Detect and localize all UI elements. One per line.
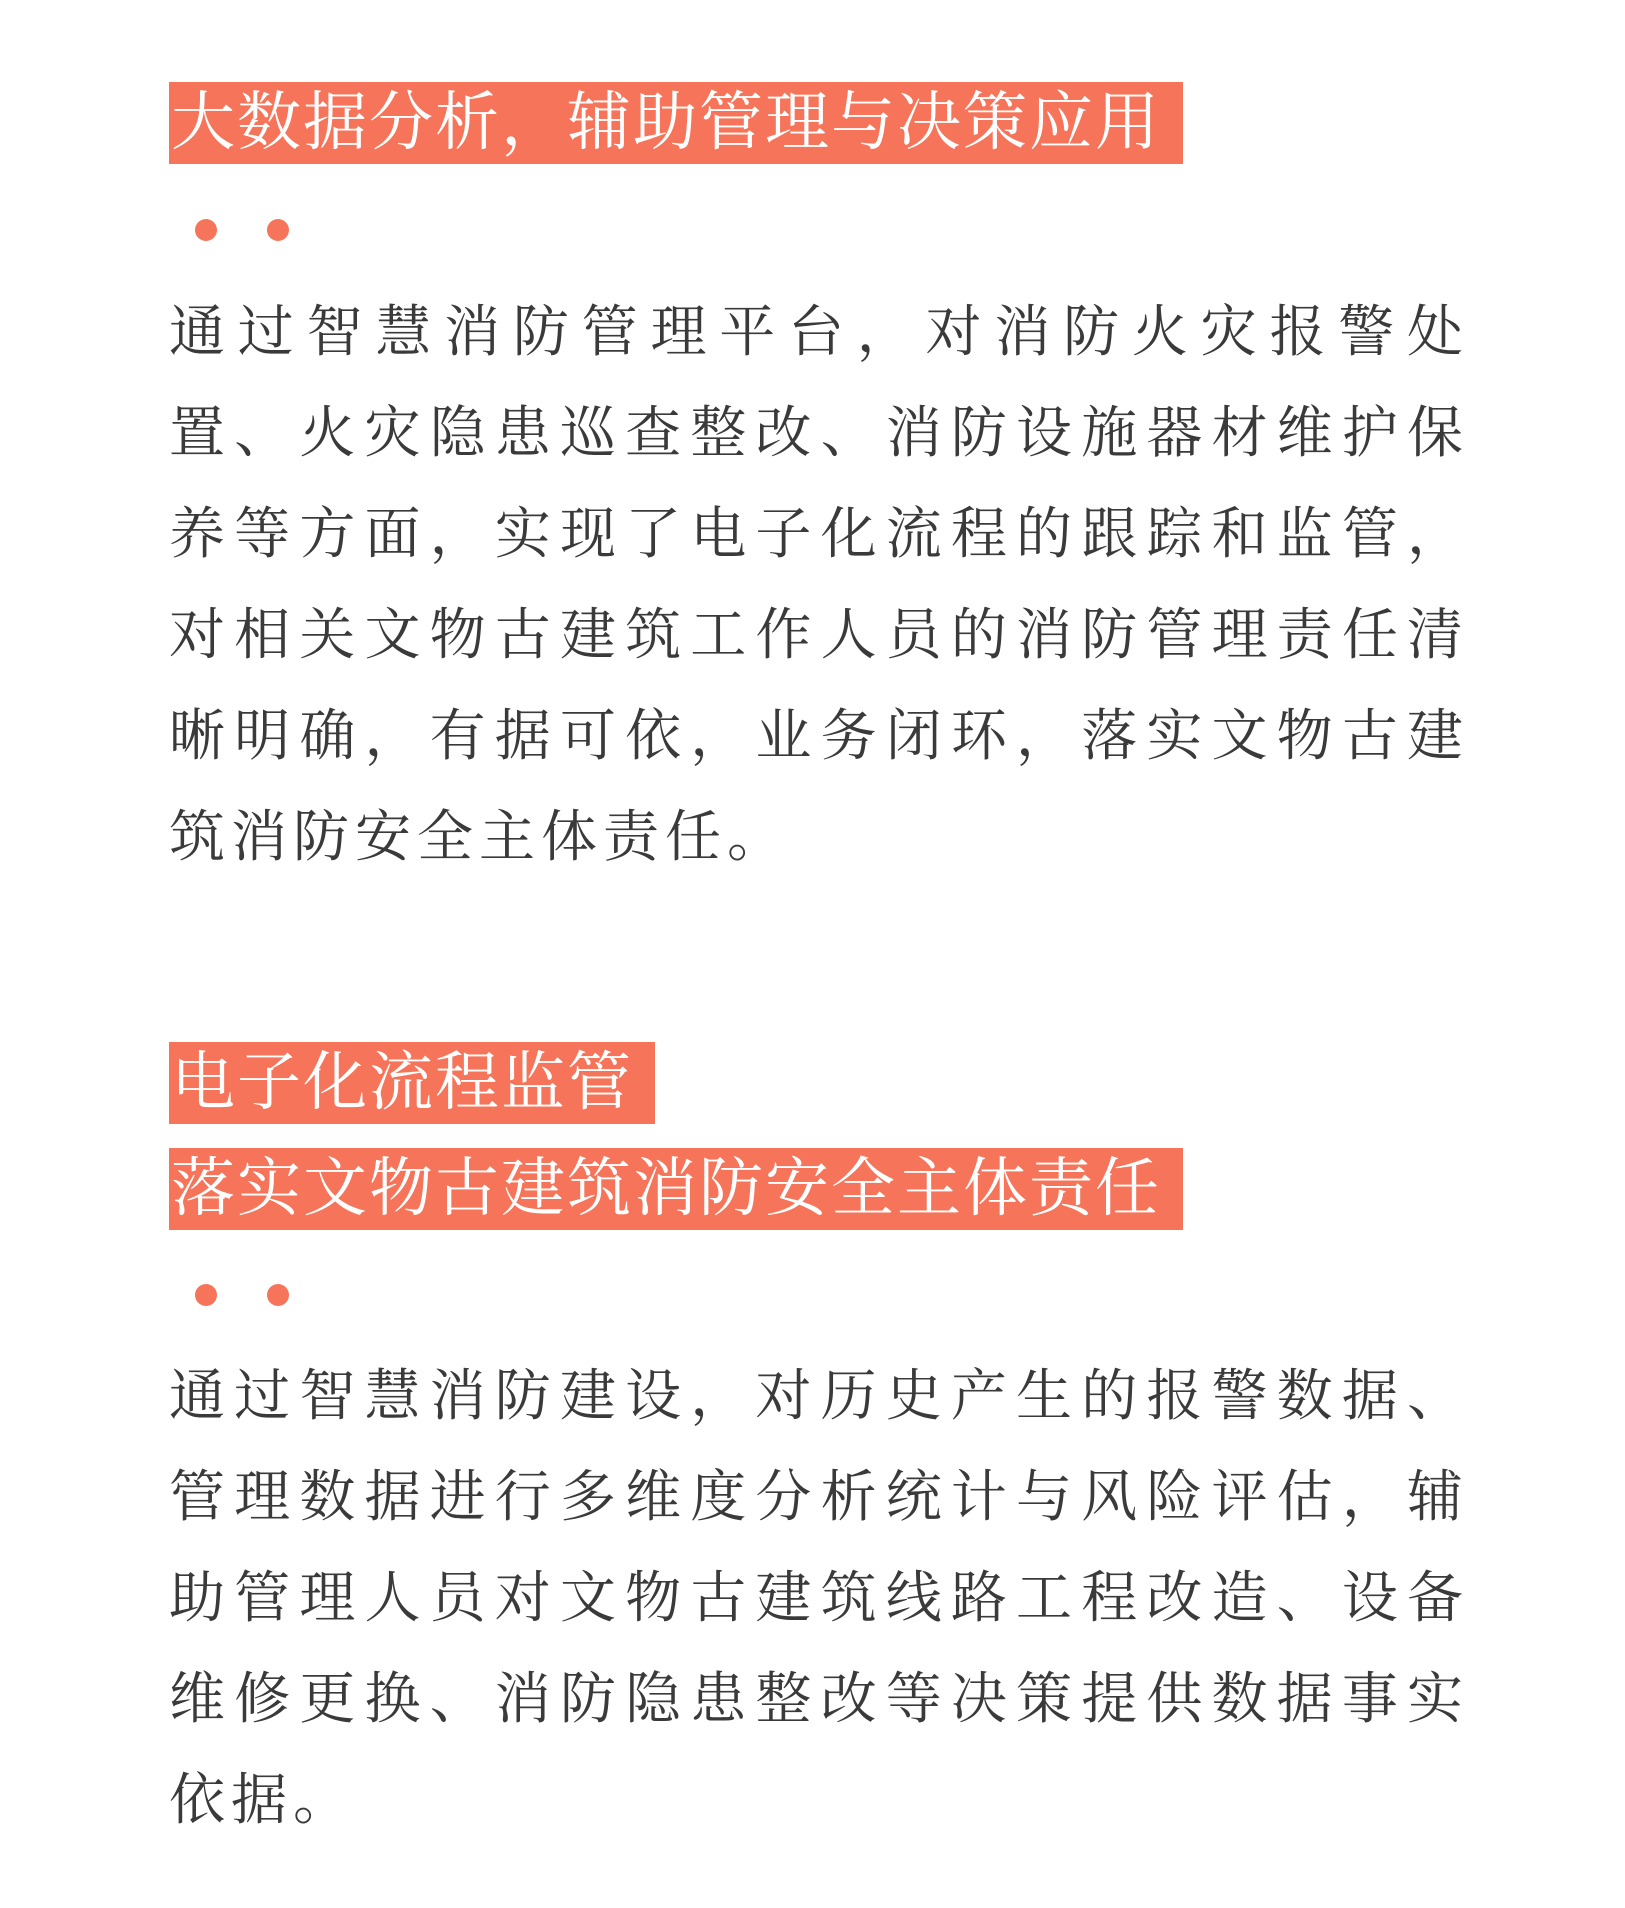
dot-icon <box>267 219 289 241</box>
section2-decorative-dots <box>195 1284 295 1306</box>
dot-icon <box>195 1284 217 1306</box>
section1-heading: 大数据分析，辅助管理与决策应用 <box>169 82 1183 164</box>
section1-decorative-dots <box>195 219 295 241</box>
dot-icon <box>267 1284 289 1306</box>
section2-heading-line2: 落实文物古建筑消防安全主体责任 <box>169 1148 1183 1230</box>
section1-paragraph: 通过智慧消防管理平台，对消防火灾报警处置、火灾隐患巡查整改、消防设施器材维护保养等方面，实现了电子化流程的跟踪和监管，对相关文物古建筑工作人员的消防管理责任清晰明确，有据可依，业务闭环，落实文物古建筑消防安全主体责任。 <box>169 300 1469 870</box>
dot-icon <box>195 219 217 241</box>
section2-paragraph: 通过智慧消防建设，对历史产生的报警数据、管理数据进行多维度分析统计与风险评估，辅助管理人员对文物古建筑线路工程改造、设备维修更换、消防隐患整改等决策提供数据事实依据。 <box>169 1364 1469 1833</box>
section2-heading-line1: 电子化流程监管 <box>169 1042 655 1124</box>
